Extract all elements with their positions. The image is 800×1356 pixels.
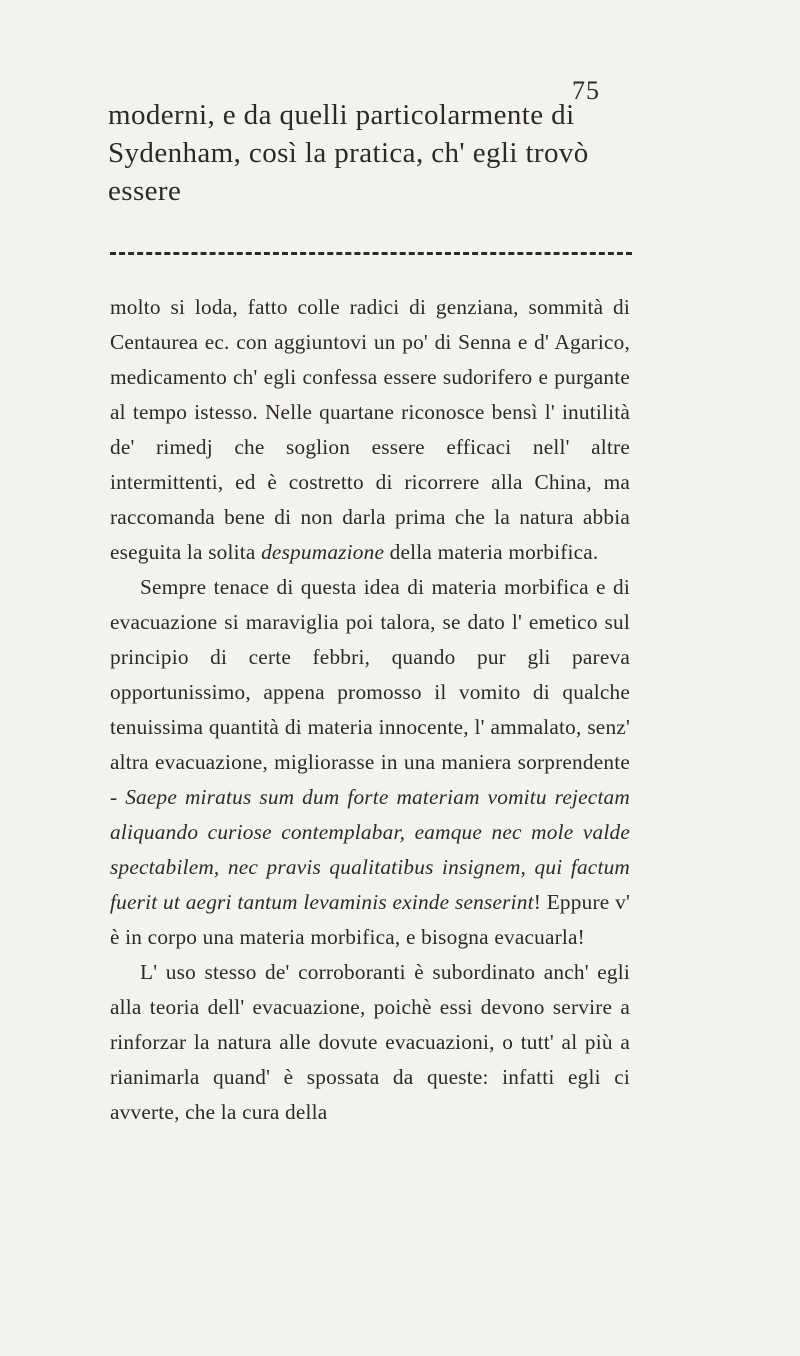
paragraph-2-text: Sempre tenace di questa idea di materia morbifica e di evacuazione si maraviglia poi talora, se dato l' emetico sul principio di certe febbri, quando pur gli pareva opportunissimo, appena promosso il vomito di qualche tenuissima quantità di materia innocente, l' ammalato, senz' altra evacuazione, migliorasse in una maniera sorprendente -: [110, 575, 630, 809]
paragraph-2-tail: ! Eppure v' è in corpo una materia morbifica, e bisogna evacuarla!: [110, 890, 630, 949]
page-number: 75: [572, 76, 600, 105]
paragraph-3-text: L' uso stesso de' corroboranti è subordinato anch' egli alla teoria dell' evacuazione, poichè essi devono servire a rinforzar la natura alle dovute evacuazioni, o tutt' al più a rianimarla quand' è spossata da queste: infatti egli ci avverte, che la cura della: [110, 960, 630, 1124]
paragraph-1: [110, 290, 630, 570]
body-text: [110, 290, 630, 1130]
header-text: moderni, e da quelli particolarmente di Sydenham, così la pratica, ch' egli trovò essere: [108, 99, 589, 207]
section-divider: [110, 252, 632, 255]
paragraph-3: [110, 955, 630, 1130]
paragraph-1-tail: della materia morbifica.: [384, 540, 599, 564]
paragraph-1-text: molto si loda, fatto colle radici di genziana, sommità di Centaurea ec. con aggiuntovi un po' di Senna e d' Agarico, medicamento ch' egli confessa essere sudorifero e purgante al tempo istesso. Nelle quartane riconosce bensì l' inutilità de' rimedj che soglion essere efficaci nell' altre intermittenti, ed è costretto di ricorrere alla China, ma raccomanda bene di non darla prima che la natura abbia eseguita la solita: [110, 295, 630, 564]
paragraph-2: [110, 570, 630, 955]
paragraph-2-latin-quote: Saepe miratus sum dum forte materiam vomitu rejectam aliquando curiose contemplabar, eamque nec mole valde spectabilem, nec pravis qualitatibus insignem, qui factum fuerit ut aegri tantum levaminis exinde senserint: [110, 785, 630, 914]
paragraph-1-italic-term: despumazione: [261, 540, 385, 564]
